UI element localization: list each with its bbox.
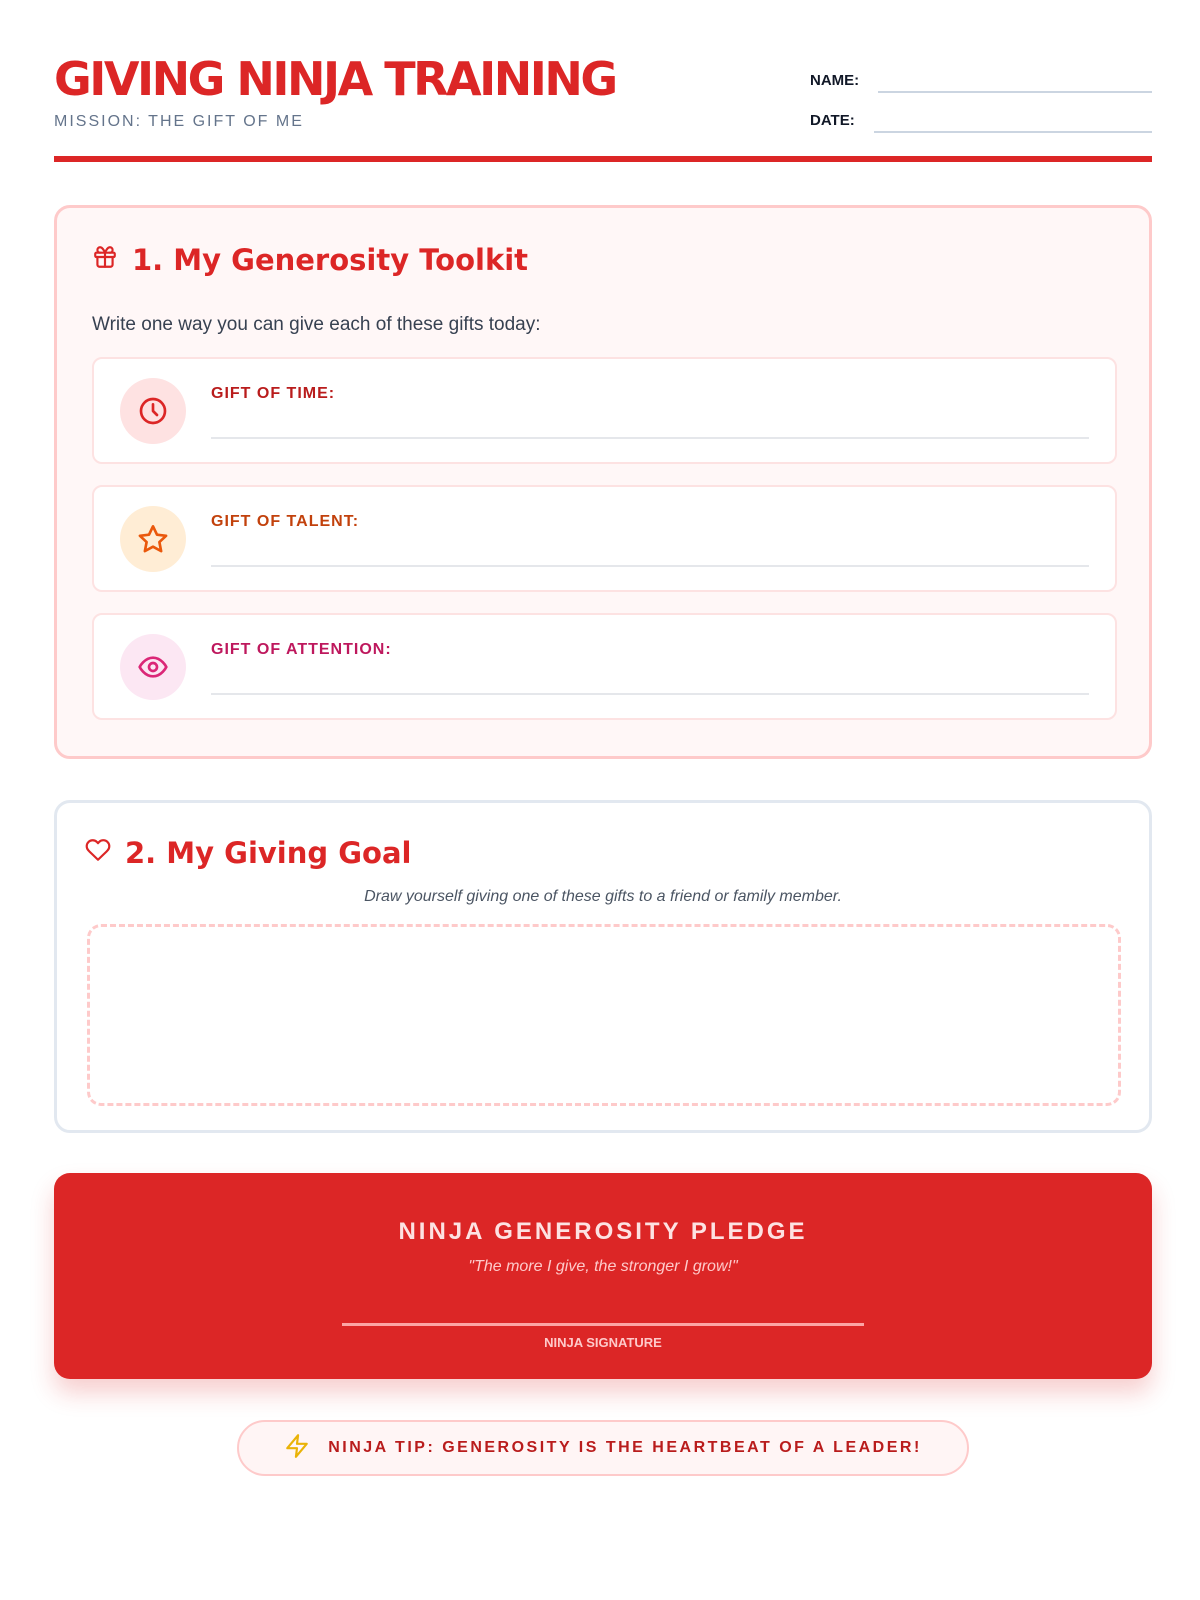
goal-title [85, 836, 411, 870]
gift-talent-card [92, 485, 1117, 592]
giving-goal-section [54, 800, 1152, 1133]
date-field[interactable] [874, 131, 1152, 133]
goal-instruction: Draw yourself giving one of these gifts to a friend or family member. [364, 888, 842, 905]
gift-talent-answer-line[interactable] [211, 565, 1089, 567]
pledge-quote: "The more I give, the stronger I grow!" [468, 1258, 738, 1275]
toolkit-title [92, 243, 528, 277]
drawing-area[interactable] [87, 924, 1121, 1106]
gift-attention-card [92, 613, 1117, 720]
gift-attention-answer-line[interactable] [211, 693, 1089, 695]
page-title: GIVING NINJA TRAINING [54, 52, 616, 106]
signature-line[interactable] [342, 1323, 864, 1326]
heart-icon [85, 836, 125, 870]
tip-text: NINJA TIP: GENEROSITY IS THE HEARTBEAT OF A LEADER! [328, 1439, 922, 1456]
goal-title-text: 2. My Giving Goal [125, 836, 412, 870]
gift-time-card [92, 357, 1117, 464]
lightning-icon [284, 1433, 328, 1464]
gift-attention-label: GIFT OF ATTENTION: [211, 641, 392, 658]
gift-time-label: GIFT OF TIME: [211, 385, 336, 402]
signature-label: NINJA SIGNATURE [544, 1335, 662, 1350]
worksheet-header [54, 48, 1152, 162]
star-icon [120, 506, 186, 572]
generosity-pledge-banner [54, 1173, 1152, 1379]
name-field[interactable] [878, 91, 1152, 93]
gift-time-answer-line[interactable] [211, 437, 1089, 439]
pledge-title: NINJA GENEROSITY PLEDGE [398, 1218, 808, 1245]
toolkit-title-text: 1. My Generosity Toolkit [132, 243, 529, 277]
page-subtitle: MISSION: THE GIFT OF ME [54, 113, 304, 130]
eye-icon [120, 634, 186, 700]
ninja-tip-badge [237, 1420, 969, 1476]
gift-icon [92, 243, 132, 277]
generosity-toolkit-section [54, 205, 1152, 759]
toolkit-instruction: Write one way you can give each of these gifts today: [92, 314, 541, 335]
clock-icon [120, 378, 186, 444]
name-label: NAME: [810, 72, 860, 89]
gift-talent-label: GIFT OF TALENT: [211, 513, 360, 530]
date-label: DATE: [810, 112, 855, 129]
